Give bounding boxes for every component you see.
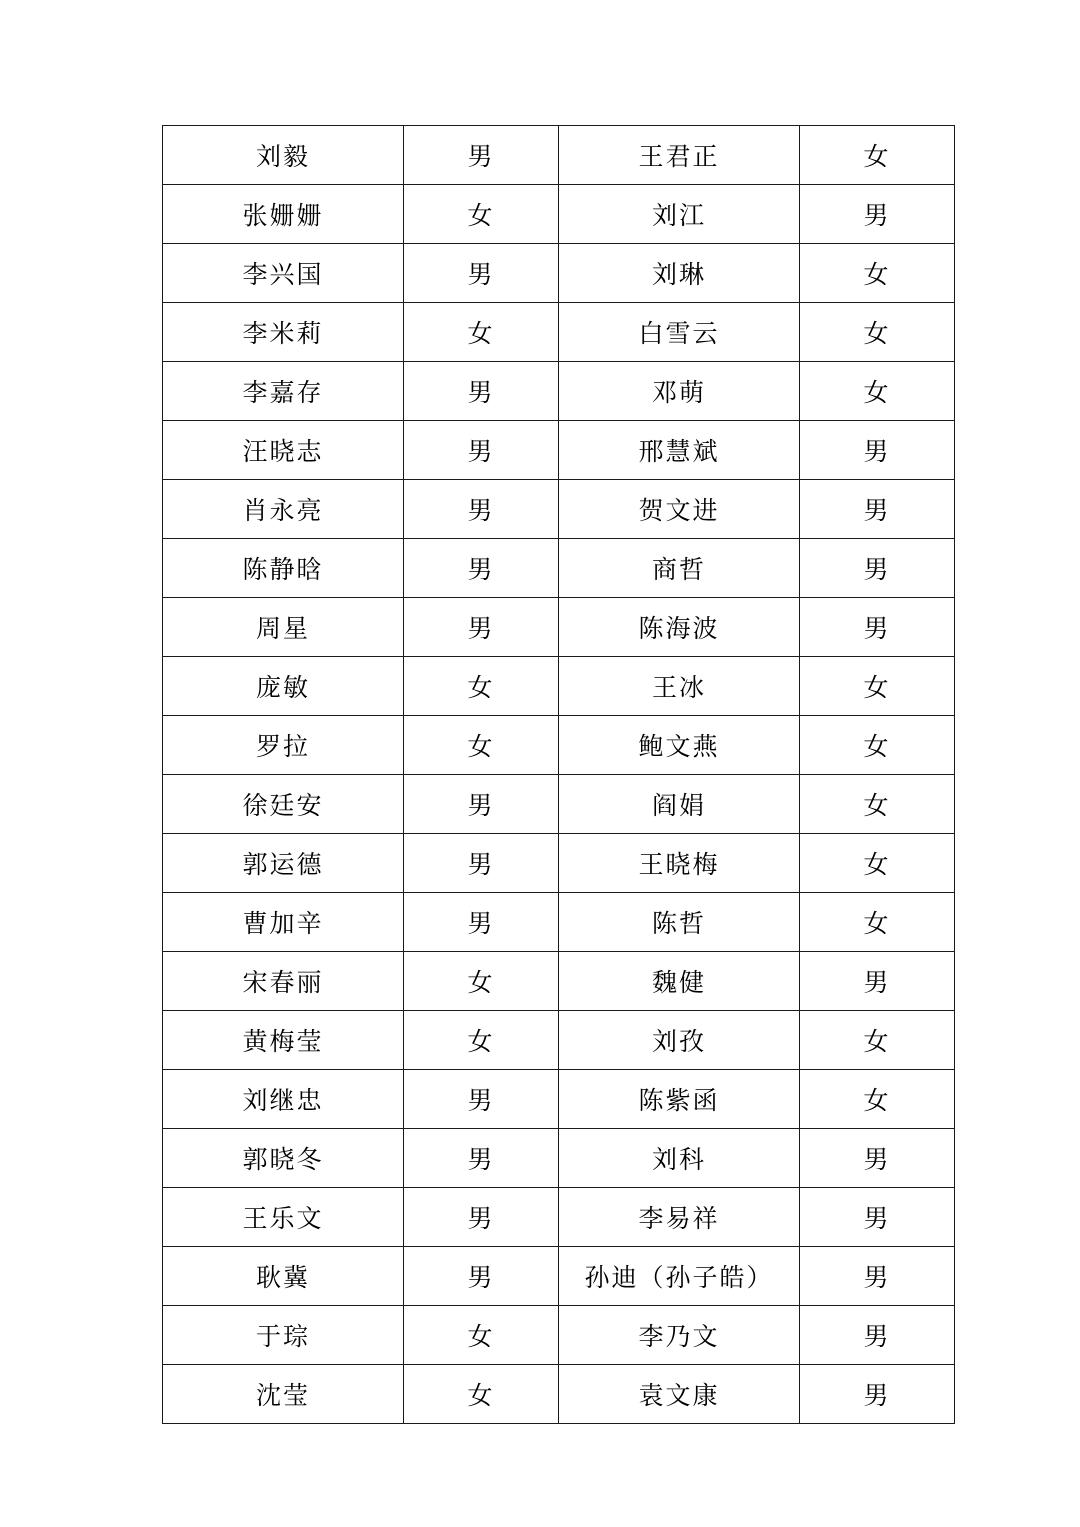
cell-sex-right: 男 — [800, 421, 955, 480]
table-row — [163, 598, 955, 657]
cell-name-left: 周星 — [163, 598, 404, 657]
cell-name-right: 孙迪（孙子皓） — [559, 1247, 800, 1306]
cell-sex-right: 男 — [800, 480, 955, 539]
cell-sex-right: 女 — [800, 834, 955, 893]
cell-sex-left: 男 — [404, 598, 559, 657]
cell-name-left: 郭运德 — [163, 834, 404, 893]
cell-sex-right: 女 — [800, 657, 955, 716]
cell-sex-left: 女 — [404, 716, 559, 775]
cell-sex-left: 女 — [404, 303, 559, 362]
cell-sex-right: 女 — [800, 362, 955, 421]
cell-sex-right: 女 — [800, 893, 955, 952]
cell-name-right: 刘科 — [559, 1129, 800, 1188]
table-row — [163, 1306, 955, 1365]
table-row — [163, 1011, 955, 1070]
cell-name-right: 商哲 — [559, 539, 800, 598]
cell-sex-left: 女 — [404, 185, 559, 244]
table-row — [163, 185, 955, 244]
table-row — [163, 1188, 955, 1247]
cell-sex-right: 男 — [800, 598, 955, 657]
cell-name-left: 曹加辛 — [163, 893, 404, 952]
table-row — [163, 1247, 955, 1306]
cell-name-right: 王冰 — [559, 657, 800, 716]
table-row — [163, 244, 955, 303]
cell-name-left: 刘继忠 — [163, 1070, 404, 1129]
cell-sex-left: 女 — [404, 1365, 559, 1424]
cell-name-right: 陈海波 — [559, 598, 800, 657]
table-row — [163, 539, 955, 598]
cell-name-left: 徐廷安 — [163, 775, 404, 834]
cell-sex-right: 女 — [800, 244, 955, 303]
cell-name-right: 袁文康 — [559, 1365, 800, 1424]
cell-name-left: 肖永亮 — [163, 480, 404, 539]
roster-table-body — [163, 126, 955, 1424]
cell-name-right: 贺文进 — [559, 480, 800, 539]
cell-name-left: 罗拉 — [163, 716, 404, 775]
cell-sex-right: 男 — [800, 185, 955, 244]
table-row — [163, 657, 955, 716]
cell-sex-left: 男 — [404, 480, 559, 539]
cell-name-left: 王乐文 — [163, 1188, 404, 1247]
cell-sex-left: 女 — [404, 952, 559, 1011]
cell-name-left: 李兴国 — [163, 244, 404, 303]
cell-sex-right: 女 — [800, 303, 955, 362]
cell-name-right: 白雪云 — [559, 303, 800, 362]
cell-name-left: 宋春丽 — [163, 952, 404, 1011]
table-row — [163, 362, 955, 421]
cell-name-left: 耿冀 — [163, 1247, 404, 1306]
cell-name-right: 鲍文燕 — [559, 716, 800, 775]
cell-name-left: 黄梅莹 — [163, 1011, 404, 1070]
cell-name-right: 刘孜 — [559, 1011, 800, 1070]
table-row — [163, 716, 955, 775]
cell-sex-right: 男 — [800, 1365, 955, 1424]
cell-sex-right: 男 — [800, 539, 955, 598]
cell-name-left: 庞敏 — [163, 657, 404, 716]
cell-name-right: 邓萌 — [559, 362, 800, 421]
cell-name-left: 郭晓冬 — [163, 1129, 404, 1188]
table-row — [163, 893, 955, 952]
cell-name-right: 邢慧斌 — [559, 421, 800, 480]
table-row — [163, 303, 955, 362]
cell-sex-right: 男 — [800, 952, 955, 1011]
table-row — [163, 421, 955, 480]
table-row — [163, 775, 955, 834]
cell-name-left: 张姗姗 — [163, 185, 404, 244]
cell-name-left: 沈莹 — [163, 1365, 404, 1424]
cell-sex-right: 女 — [800, 716, 955, 775]
table-row — [163, 1129, 955, 1188]
cell-sex-right: 男 — [800, 1306, 955, 1365]
cell-name-right: 陈哲 — [559, 893, 800, 952]
cell-sex-left: 男 — [404, 244, 559, 303]
table-row — [163, 1365, 955, 1424]
table-row — [163, 834, 955, 893]
cell-name-right: 王晓梅 — [559, 834, 800, 893]
cell-sex-left: 男 — [404, 775, 559, 834]
cell-sex-left: 男 — [404, 1188, 559, 1247]
cell-sex-right: 女 — [800, 1011, 955, 1070]
cell-sex-right: 男 — [800, 1188, 955, 1247]
cell-name-right: 李易祥 — [559, 1188, 800, 1247]
cell-name-right: 魏健 — [559, 952, 800, 1011]
cell-sex-right: 男 — [800, 1129, 955, 1188]
roster-table — [162, 125, 955, 1424]
cell-name-left: 刘毅 — [163, 126, 404, 185]
cell-sex-left: 男 — [404, 362, 559, 421]
cell-name-right: 刘江 — [559, 185, 800, 244]
cell-sex-left: 男 — [404, 1247, 559, 1306]
cell-sex-left: 男 — [404, 126, 559, 185]
cell-name-right: 王君正 — [559, 126, 800, 185]
table-row — [163, 952, 955, 1011]
cell-sex-left: 男 — [404, 1129, 559, 1188]
cell-sex-right: 男 — [800, 1247, 955, 1306]
cell-sex-left: 女 — [404, 1306, 559, 1365]
cell-name-right: 李乃文 — [559, 1306, 800, 1365]
cell-name-left: 李嘉存 — [163, 362, 404, 421]
cell-sex-left: 男 — [404, 834, 559, 893]
table-row — [163, 1070, 955, 1129]
cell-sex-right: 女 — [800, 1070, 955, 1129]
cell-sex-left: 男 — [404, 1070, 559, 1129]
cell-name-left: 李米莉 — [163, 303, 404, 362]
table-row — [163, 126, 955, 185]
cell-name-right: 刘琳 — [559, 244, 800, 303]
cell-sex-right: 女 — [800, 775, 955, 834]
cell-sex-left: 男 — [404, 893, 559, 952]
cell-sex-right: 女 — [800, 126, 955, 185]
cell-name-right: 陈紫函 — [559, 1070, 800, 1129]
cell-name-left: 汪晓志 — [163, 421, 404, 480]
cell-sex-left: 女 — [404, 657, 559, 716]
cell-sex-left: 女 — [404, 1011, 559, 1070]
table-row — [163, 480, 955, 539]
cell-name-left: 于琮 — [163, 1306, 404, 1365]
cell-name-left: 陈静晗 — [163, 539, 404, 598]
cell-sex-left: 男 — [404, 539, 559, 598]
cell-name-right: 阎娟 — [559, 775, 800, 834]
cell-sex-left: 男 — [404, 421, 559, 480]
